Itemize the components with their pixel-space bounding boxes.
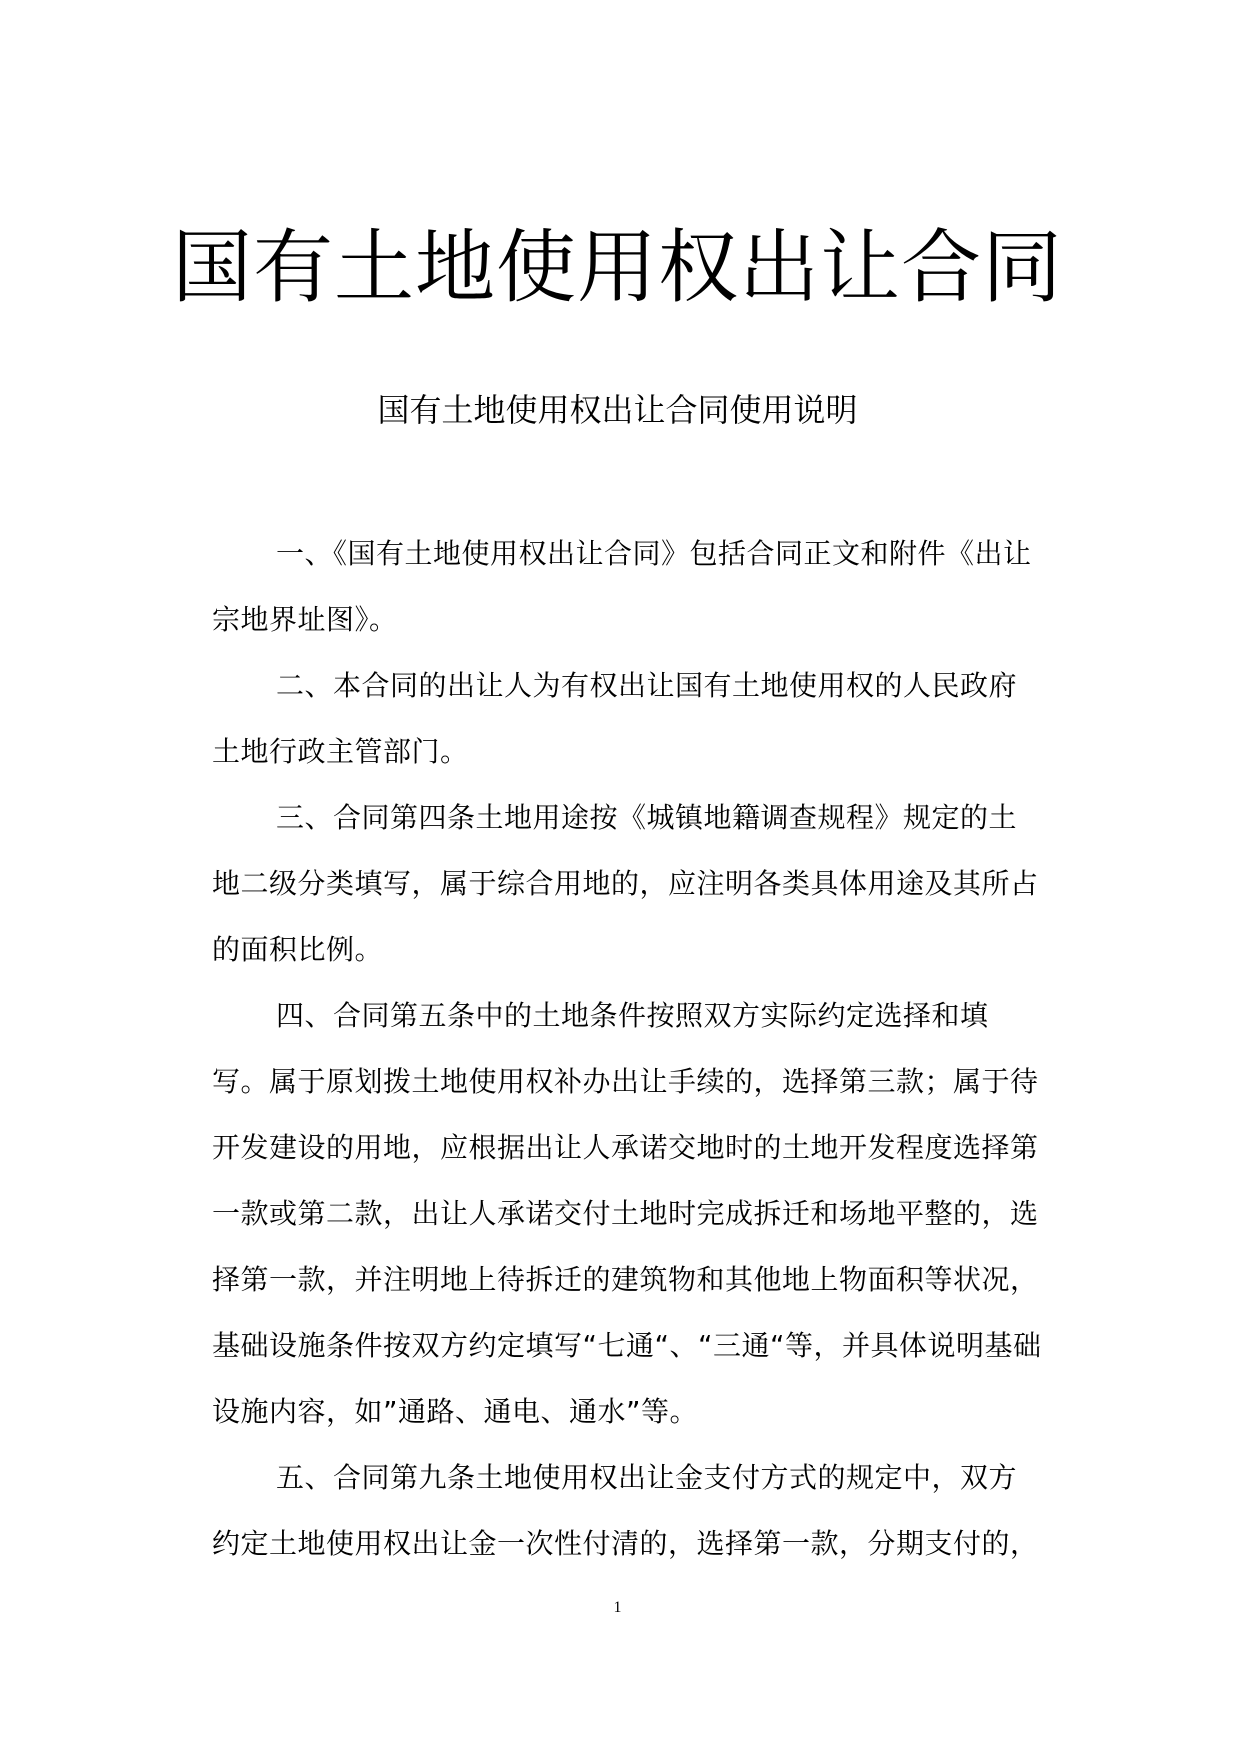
page-number: 1 (613, 1599, 622, 1616)
paragraph-3: 三、合同第四条土地用途按《城镇地籍调查规程》规定的土地二级分类填写，属于综合用地的，应注明各类具体用途及其所占的面积比例。 (212, 801, 1039, 966)
paragraph-4: 四、合同第五条中的土地条件按照双方实际约定选择和填写。属于原划拨土地使用权补办出让手续的，选择第三款；属于待开发建设的用地，应根据出让人承诺交地时的土地开发程度选择第一款或第二款，出让人承诺交付土地时完成拆迁和场地平整的，选择第一款，并注明地上待拆迁的建筑物和其他地上物面积等状况，基础设施条件按双方约定填写“七通“、“三通“等，并具体说明基础设施内容，如”通路、通电、通水”等。 (212, 999, 1042, 1428)
document-subtitle: 国有土地使用权出让合同使用说明 (377, 391, 858, 429)
document-body (212, 521, 1042, 1577)
document-title: 国有土地使用权出让合同 (172, 221, 1063, 314)
paragraph-2: 二、本合同的出让人为有权出让国有土地使用权的人民政府土地行政主管部门。 (212, 669, 1018, 768)
paragraph-5: 五、合同第九条土地使用权出让金支付方式的规定中，双方约定土地使用权出让金一次性付清的，选择第一款，分期支付的， (212, 1461, 1039, 1560)
paragraph-1: 一、《国有土地使用权出让合同》包括合同正文和附件《出让宗地界址图》。 (212, 537, 1032, 636)
